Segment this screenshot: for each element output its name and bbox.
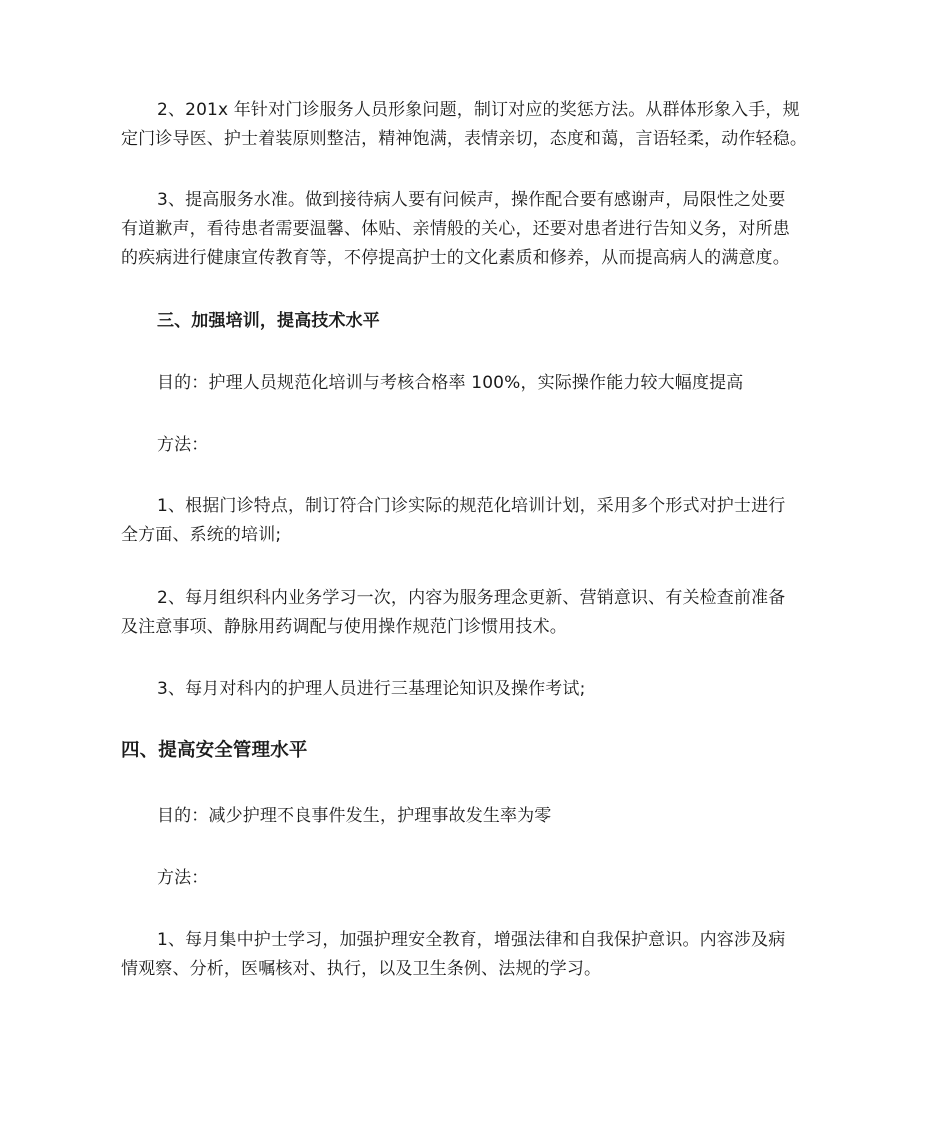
list-item-line: 全方面、系统的培训; bbox=[121, 525, 282, 545]
paragraph-line: 3、提高服务水准。做到接待病人要有问候声，操作配合要有感谢声，局限性之处要 bbox=[157, 190, 786, 210]
list-item-line: 2、每月组织科内业务学习一次，内容为服务理念更新、营销意识、有关检查前准备 bbox=[157, 588, 786, 608]
section-method-label: 方法： bbox=[157, 435, 209, 455]
list-item-line: 3、每月对科内的护理人员进行三基理论知识及操作考试; bbox=[157, 679, 586, 699]
section-method-label: 方法： bbox=[157, 868, 209, 888]
paragraph-line: 定门诊导医、护士着装原则整洁，精神饱满，表情亲切，态度和蔼，言语轻柔，动作轻稳。 bbox=[121, 129, 807, 149]
list-item-line: 及注意事项、静脉用药调配与使用操作规范门诊惯用技术。 bbox=[121, 617, 567, 637]
paragraph-line: 有道歉声，看待患者需要温馨、体贴、亲情般的关心，还要对患者进行告知义务，对所患 bbox=[121, 219, 790, 239]
section-goal: 目的：护理人员规范化培训与考核合格率 100%，实际操作能力较大幅度提高 bbox=[157, 373, 744, 393]
list-item-line: 1、每月集中护士学习，加强护理安全教育，增强法律和自我保护意识。内容涉及病 bbox=[157, 930, 786, 950]
paragraph-line: 的疾病进行健康宣传教育等，不停提高护士的文化素质和修养，从而提高病人的满意度。 bbox=[121, 248, 790, 268]
list-item-line: 1、根据门诊特点，制订符合门诊实际的规范化培训计划，采用多个形式对护士进行 bbox=[157, 496, 786, 516]
section-heading-4: 四、提高安全管理水平 bbox=[121, 740, 308, 761]
paragraph-line: 2、201x 年针对门诊服务人员形象问题，制订对应的奖惩方法。从群体形象入手，规 bbox=[157, 100, 800, 120]
section-goal: 目的：减少护理不良事件发生，护理事故发生率为零 bbox=[157, 806, 552, 826]
list-item-line: 情观察、分析，医嘱核对、执行，以及卫生条例、法规的学习。 bbox=[121, 959, 602, 979]
section-heading-3: 三、加强培训，提高技术水平 bbox=[157, 311, 380, 331]
